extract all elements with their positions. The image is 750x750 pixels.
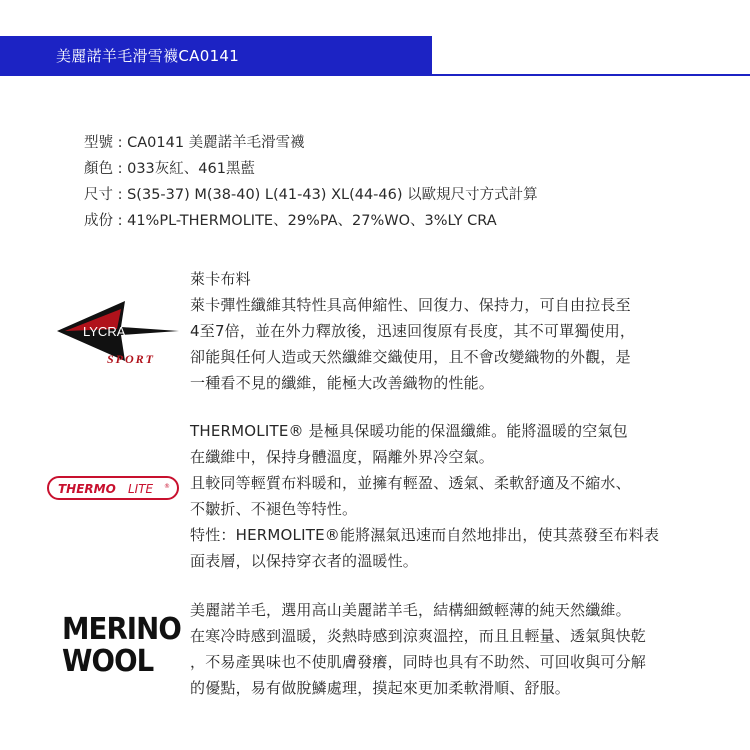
merino-line: 在寒冷時感到溫暖，炎熱時感到涼爽溫控，而且且輕量、透氣與快乾: [190, 627, 647, 645]
thermolite-line: 不皺折、不褪色等特性。: [190, 500, 358, 518]
merino-logo-line1: MERINO: [62, 612, 181, 647]
thermolite-line: 面表層，以保持穿衣者的溫暖性。: [190, 552, 419, 570]
lycra-line: 一種看不見的纖維，能極大改善織物的性能。: [190, 374, 495, 392]
thermolite-logo: [46, 474, 181, 502]
spec-size: 尺寸 : S(35-37) M(38-40) L(41-43) XL(44-46) 以歐規尺寸方式計算: [84, 187, 538, 203]
thermolite-line: THERMOLITE® 是極具保暖功能的保溫纖維。能將溫暖的空氣包: [190, 422, 628, 440]
merino-line: 的優點，易有做脫鱗處理，摸起來更加柔軟滑順、舒服。: [190, 679, 571, 697]
spec-color: 顏色 : 033灰紅、461黑藍: [84, 161, 255, 177]
header-rule: [0, 74, 750, 76]
lycra-description: [190, 266, 635, 396]
merino-line: ，不易產異味也不使肌膚發癢，同時也具有不助然、可回收與可分解: [190, 653, 647, 671]
spec-material: 成份 : 41%PL-THERMOLITE、29%PA、27%WO、3%LY CRA: [84, 213, 497, 229]
lycra-logo-text: LYCRA: [83, 324, 126, 339]
header-bar: [0, 36, 432, 76]
thermolite-line: 在纖維中，保持身體溫度，隔離外界冷空氣。: [190, 448, 495, 466]
thermolite-line: 特性：HERMOLITE®能將濕氣迅速而自然地排出，使其蒸發至布料表: [190, 526, 660, 544]
lycra-logo-sub: SPORT: [107, 352, 156, 366]
lycra-sport-logo: [55, 295, 185, 370]
lycra-line: 卻能與任何人造或天然纖維交織使用，且不會改變織物的外觀，是: [190, 348, 631, 366]
thermolite-logo-text-b: LITE: [128, 482, 154, 496]
merino-line: 美麗諾羊毛，選用高山美麗諾羊毛，結構細緻輕薄的純天然纖維。: [190, 601, 631, 619]
lycra-line: 萊卡彈性纖維其特性具高伸縮性、回復力、保持力，可自由拉長至: [190, 296, 631, 314]
merino-description: [190, 597, 646, 701]
lycra-heading: 萊卡布料: [190, 270, 251, 288]
thermolite-logo-text-a: THERMO: [58, 482, 116, 496]
page-title: 美麗諾羊毛滑雪襪CA0141: [56, 47, 240, 65]
merino-wool-logo: [62, 612, 188, 684]
merino-logo-line2: WOOL: [62, 644, 154, 679]
lycra-line: 4至7倍，並在外力釋放後，迅速回復原有長度，其不可單獨使用，: [190, 322, 636, 340]
registered-mark-icon: ®: [164, 483, 170, 490]
thermolite-description: [190, 418, 659, 574]
thermolite-line: 且較同等輕質布料暖和，並擁有輕盈、透氣、柔軟舒適及不縮水、: [190, 474, 631, 492]
spec-list: [84, 130, 538, 234]
spec-model: 型號 : CA0141 美麗諾羊毛滑雪襪: [84, 135, 305, 151]
